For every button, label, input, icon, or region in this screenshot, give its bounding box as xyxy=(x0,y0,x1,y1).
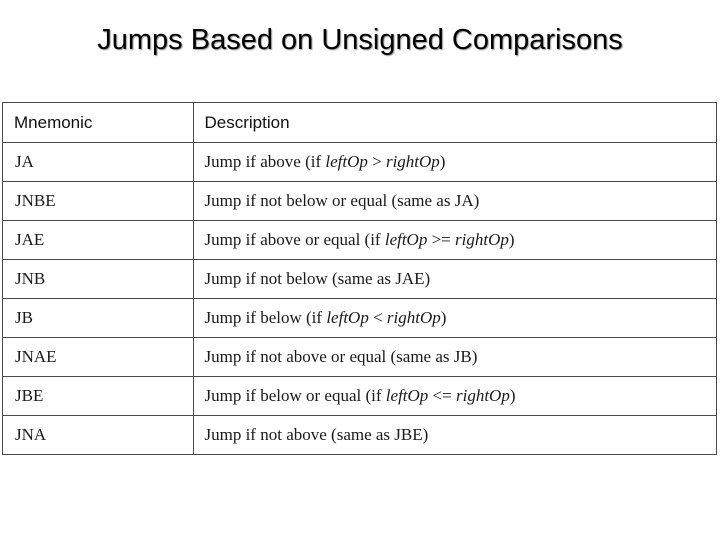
description-cell xyxy=(193,143,716,182)
description-text: Jump if above or equal (if xyxy=(204,230,385,249)
jump-mnemonics-table xyxy=(3,103,716,454)
slide-title: Jumps Based on Unsigned Comparisons xyxy=(97,24,623,56)
comparison-operator: < xyxy=(368,308,387,327)
description-cell: Jump if not below or equal (same as JA) xyxy=(193,182,716,221)
description-text: Jump if above (if xyxy=(204,152,326,171)
mnemonic-cell: JNBE xyxy=(3,182,193,221)
table-header-row xyxy=(3,103,716,143)
description-text-end: ) xyxy=(509,386,516,405)
description-cell xyxy=(193,221,716,260)
mnemonic-cell: JBE xyxy=(3,377,193,416)
table-row xyxy=(3,299,716,338)
description-cell xyxy=(193,377,716,416)
header-description: Description xyxy=(193,103,716,143)
description-text: Jump if below or equal (if xyxy=(204,386,386,405)
description-text: Jump if below (if xyxy=(204,308,327,327)
description-text-end: ) xyxy=(440,308,447,327)
right-operand: rightOp xyxy=(386,308,441,327)
mnemonic-cell: JA xyxy=(3,143,193,182)
table-row xyxy=(3,221,716,260)
description-text-end: ) xyxy=(439,152,446,171)
table-row xyxy=(3,377,716,416)
comparison-operator: <= xyxy=(428,386,456,405)
table-row xyxy=(3,338,716,377)
table-row xyxy=(3,143,716,182)
mnemonic-cell: JNA xyxy=(3,416,193,455)
table-row xyxy=(3,416,716,455)
right-operand: rightOp xyxy=(385,152,440,171)
comparison-operator: > xyxy=(367,152,386,171)
mnemonic-cell: JNB xyxy=(3,260,193,299)
description-cell: Jump if not below (same as JAE) xyxy=(193,260,716,299)
mnemonic-cell: JAE xyxy=(3,221,193,260)
table-row xyxy=(3,260,716,299)
mnemonic-cell: JB xyxy=(3,299,193,338)
description-cell xyxy=(193,299,716,338)
right-operand: rightOp xyxy=(455,386,510,405)
table-row xyxy=(3,182,716,221)
comparison-table-frame xyxy=(2,102,717,455)
left-operand: leftOp xyxy=(385,386,429,405)
left-operand: leftOp xyxy=(326,308,369,327)
description-text-end: ) xyxy=(508,230,515,249)
mnemonic-cell: JNAE xyxy=(3,338,193,377)
comparison-operator: >= xyxy=(427,230,456,249)
description-cell: Jump if not above or equal (same as JB) xyxy=(193,338,716,377)
description-cell: Jump if not above (same as JBE) xyxy=(193,416,716,455)
right-operand: rightOp xyxy=(455,230,509,249)
left-operand: leftOp xyxy=(384,230,428,249)
left-operand: leftOp xyxy=(325,152,368,171)
header-mnemonic: Mnemonic xyxy=(3,103,193,143)
table-body xyxy=(3,143,716,455)
